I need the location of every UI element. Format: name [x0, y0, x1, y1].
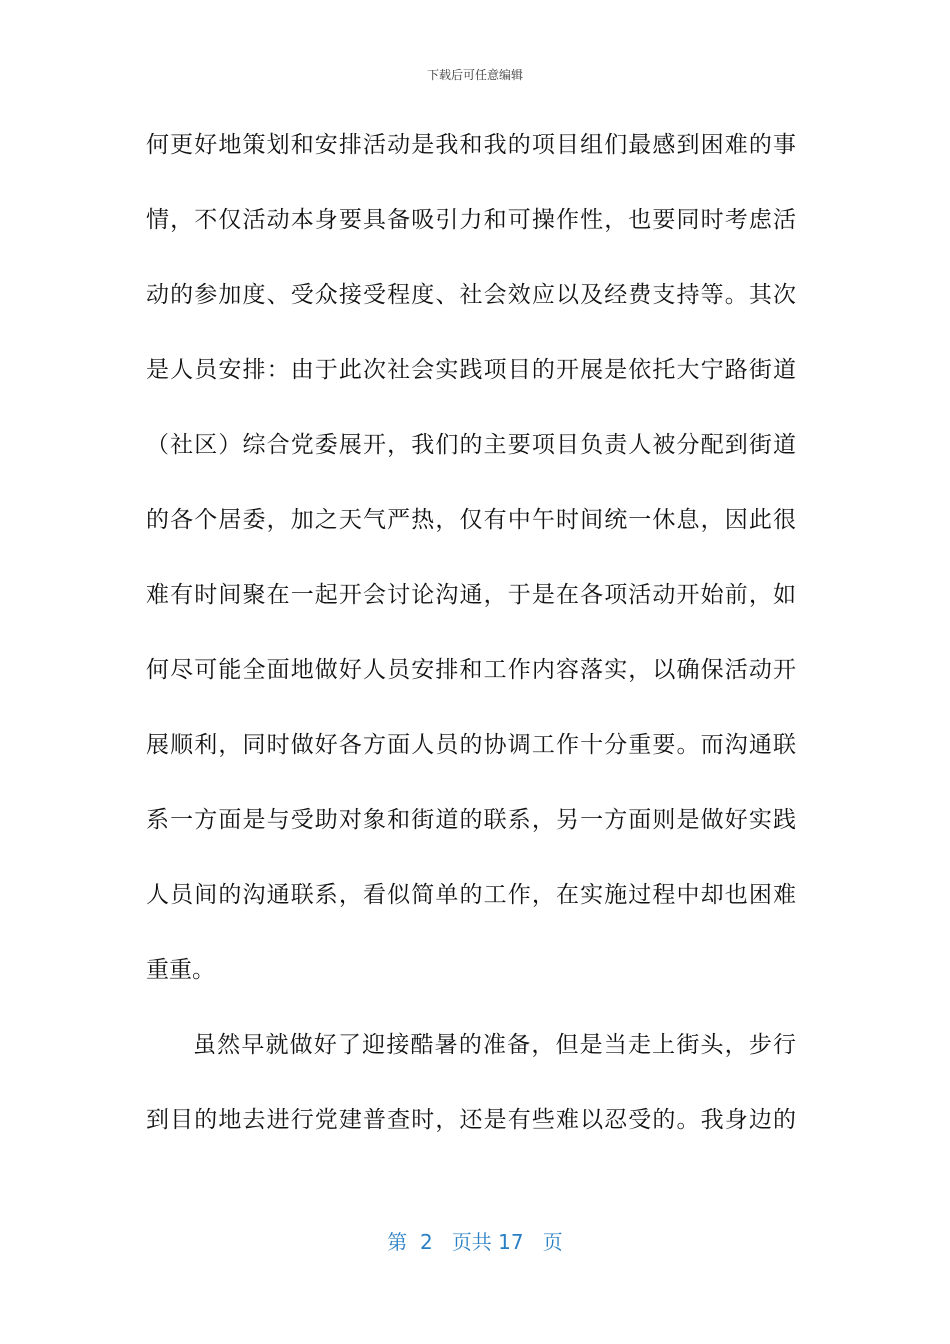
page-header-note: 下载后可任意编辑 — [426, 68, 523, 82]
text-line: 难有时间聚在一起开会讨论沟通，于是在各项活动开始前，如 — [146, 582, 796, 608]
text-line: 何尽可能全面地做好人员安排和工作内容落实，以确保活动开 — [146, 657, 796, 683]
page-number-footer — [0, 1226, 950, 1255]
text-line: 重重。 — [146, 957, 215, 983]
page-prefix: 第 — [387, 1230, 408, 1254]
total-pages-number: 17 — [498, 1230, 524, 1254]
text-line: 动的参加度、受众接受程度、社会效应以及经费支持等。其次 — [146, 282, 796, 308]
text-line: 何更好地策划和安排活动是我和我的项目组们最感到困难的事 — [146, 132, 796, 158]
document-body — [146, 122, 796, 1172]
text-line: （社区）综合党委展开，我们的主要项目负责人被分配到街道 — [146, 432, 796, 458]
text-line: 的各个居委，加之天气严热，仅有中午时间统一休息，因此很 — [146, 507, 796, 533]
page-middle: 页共 — [451, 1230, 492, 1254]
text-line: 情，不仅活动本身要具备吸引力和可操作性，也要同时考虑活 — [146, 207, 796, 233]
page-suffix: 页 — [542, 1230, 563, 1254]
paragraph-start-line: 虽然早就做好了迎接酷暑的准备，但是当走上街头，步行 — [193, 1032, 796, 1058]
text-line: 系一方面是与受助对象和街道的联系，另一方面则是做好实践 — [146, 807, 796, 833]
text-line: 展顺利，同时做好各方面人员的协调工作十分重要。而沟通联 — [146, 732, 796, 758]
current-page-number: 2 — [420, 1230, 433, 1254]
text-line: 是人员安排：由于此次社会实践项目的开展是依托大宁路街道 — [146, 357, 796, 383]
text-line: 人员间的沟通联系，看似简单的工作，在实施过程中却也困难 — [146, 882, 796, 908]
text-line: 到目的地去进行党建普查时，还是有些难以忍受的。我身边的 — [146, 1107, 796, 1133]
